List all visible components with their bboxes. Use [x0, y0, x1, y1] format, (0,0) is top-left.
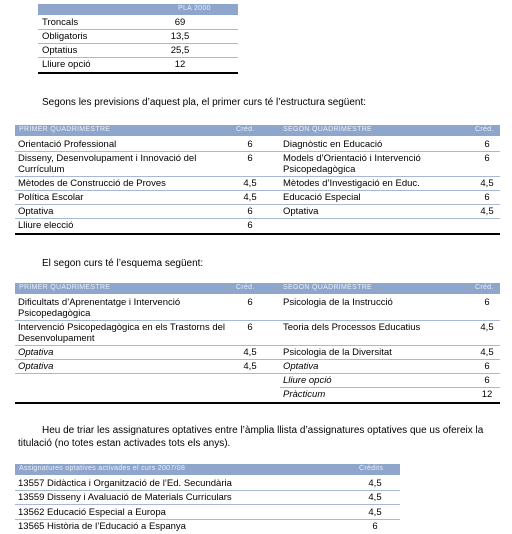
optatives-header-left: Assignatures optatives activades el curs 2007/08 [19, 465, 186, 472]
summary-header-label: PLA 2000 [178, 5, 211, 12]
course1-credits: 4,5 [480, 206, 494, 217]
intro-paragraph-2: El segon curs té l’esquema següent: [42, 258, 204, 269]
course2-credits: 6 [484, 297, 490, 308]
course2-header-left: PRIMER QUADRIMESTRE [19, 284, 111, 291]
row-divider [38, 43, 238, 44]
course1-credits: 6 [247, 153, 253, 164]
course2-credits: 6 [247, 322, 253, 333]
intro-paragraph-1: Segons les previsions d’aquest pla, el primer curs té l’estructura següent: [42, 97, 367, 108]
row-divider [280, 387, 500, 388]
row-divider [15, 373, 500, 374]
row-divider [15, 190, 500, 191]
table-bottom-rule [38, 72, 238, 74]
table-bottom-rule [15, 233, 500, 235]
course2-subject: Optativa [283, 361, 319, 372]
course2-credits: 12 [481, 389, 493, 400]
row-divider [15, 490, 400, 491]
row-divider [15, 345, 500, 346]
course1-credits: 4,5 [243, 178, 257, 189]
row-divider [38, 57, 238, 58]
optative-subject: 13557 Didàctica i Organització de l’Ed. Secundària [18, 478, 232, 489]
summary-value: 12 [174, 59, 186, 70]
course2-subject: Optativa [18, 347, 54, 358]
course2-credits: 4,5 [480, 347, 494, 358]
course1-subject: Mètodes de Construcció de Proves [18, 178, 166, 189]
course1-credits: 6 [247, 220, 253, 231]
optative-subject: 13562 Educació Especial a Europa [18, 507, 166, 518]
summary-label: Optatius [42, 45, 78, 56]
course2-subject: Lliure opció [283, 375, 332, 386]
course1-subject: Models d’Orientació i Intervenció Psicopedagògica [283, 153, 421, 175]
summary-header [38, 4, 238, 15]
course1-subject: Optativa [283, 206, 319, 217]
course1-header-cred2: Créd. [475, 126, 494, 133]
course1-subject: Educació Especial [283, 192, 361, 203]
course1-subject: Optativa [18, 206, 54, 217]
course1-credits: 6 [247, 206, 253, 217]
course2-header-cred2: Créd. [475, 284, 494, 291]
optative-credits: 4,5 [368, 507, 382, 518]
course1-credits: 6 [484, 139, 490, 150]
optative-subject: 13559 Disseny i Avaluació de Materials Curriculars [18, 492, 232, 503]
course1-subject: Orientació Professional [18, 139, 117, 150]
optatives-header [15, 464, 400, 475]
course1-credits: 6 [484, 192, 490, 203]
optative-subject: 13565 Història de l’Educació a Espanya [18, 521, 186, 532]
course1-header [15, 125, 500, 136]
course2-subject: Optativa [18, 361, 54, 372]
row-divider [15, 519, 400, 520]
course1-subject: Mètodes d’Investigació en Educ. [283, 178, 420, 189]
course1-credits: 4,5 [243, 192, 257, 203]
course2-credits: 6 [247, 297, 253, 308]
row-divider [15, 218, 500, 219]
summary-value: 69 [174, 17, 186, 28]
course2-subject: Dificultats d’Aprenentatge i Intervenció Psicopedagògica [18, 297, 181, 319]
summary-value: 25,5 [170, 45, 190, 56]
intro-paragraph-3: Heu de triar les assignatures optatives entre l’àmplia llista d’assignatures optatives que us ofereix la titulació (no totes estan activades tots els anys). [18, 425, 484, 449]
course2-subject: Pràcticum [283, 389, 326, 400]
course2-credits: 4,5 [480, 322, 494, 333]
summary-value: 13,5 [170, 31, 190, 42]
course2-subject: Intervenció Psicopedagògica en els Trastorns del Desenvolupament [18, 322, 226, 344]
course1-credits: 6 [247, 139, 253, 150]
summary-label: Lliure opció [42, 59, 91, 70]
row-divider [15, 151, 500, 152]
course1-subject: Diagnòstic en Educació [283, 139, 383, 150]
course2-credits: 6 [484, 361, 490, 372]
course1-subject: Política Escolar [18, 192, 84, 203]
row-divider [15, 504, 400, 505]
course2-credits: 4,5 [243, 361, 257, 372]
summary-label: Obligatoris [42, 31, 88, 42]
row-divider [15, 359, 500, 360]
row-divider [15, 320, 500, 321]
course2-header-cred: Créd. [236, 284, 255, 291]
course2-credits: 4,5 [243, 347, 257, 358]
course1-header-left: PRIMER QUADRIMESTRE [19, 126, 111, 133]
optative-credits: 6 [372, 521, 378, 532]
course2-credits: 6 [484, 375, 490, 386]
course2-header [15, 283, 500, 294]
course1-subject: Lliure elecció [18, 220, 74, 231]
row-divider [15, 176, 500, 177]
optative-credits: 4,5 [368, 478, 382, 489]
course1-credits: 6 [484, 153, 490, 164]
course1-header-cred: Créd. [236, 126, 255, 133]
course1-header-right: SEGON QUADRIMESTRE [283, 126, 373, 133]
row-divider [38, 29, 238, 30]
table-bottom-rule [15, 402, 500, 404]
optatives-header-right: Crèdits [359, 465, 384, 472]
course1-subject: Disseny, Desenvolupament i Innovació del Currículum [18, 153, 197, 175]
course2-subject: Teoria dels Processos Educatius [283, 322, 421, 333]
row-divider [15, 204, 500, 205]
course2-subject: Psicologia de la Instrucció [283, 297, 393, 308]
course1-credits: 4,5 [480, 178, 494, 189]
summary-label: Troncals [42, 17, 79, 28]
course2-subject: Psicologia de la Diversitat [283, 347, 392, 358]
optative-credits: 4,5 [368, 492, 382, 503]
course2-header-right: SEGON QUADRIMESTRE [283, 284, 373, 291]
